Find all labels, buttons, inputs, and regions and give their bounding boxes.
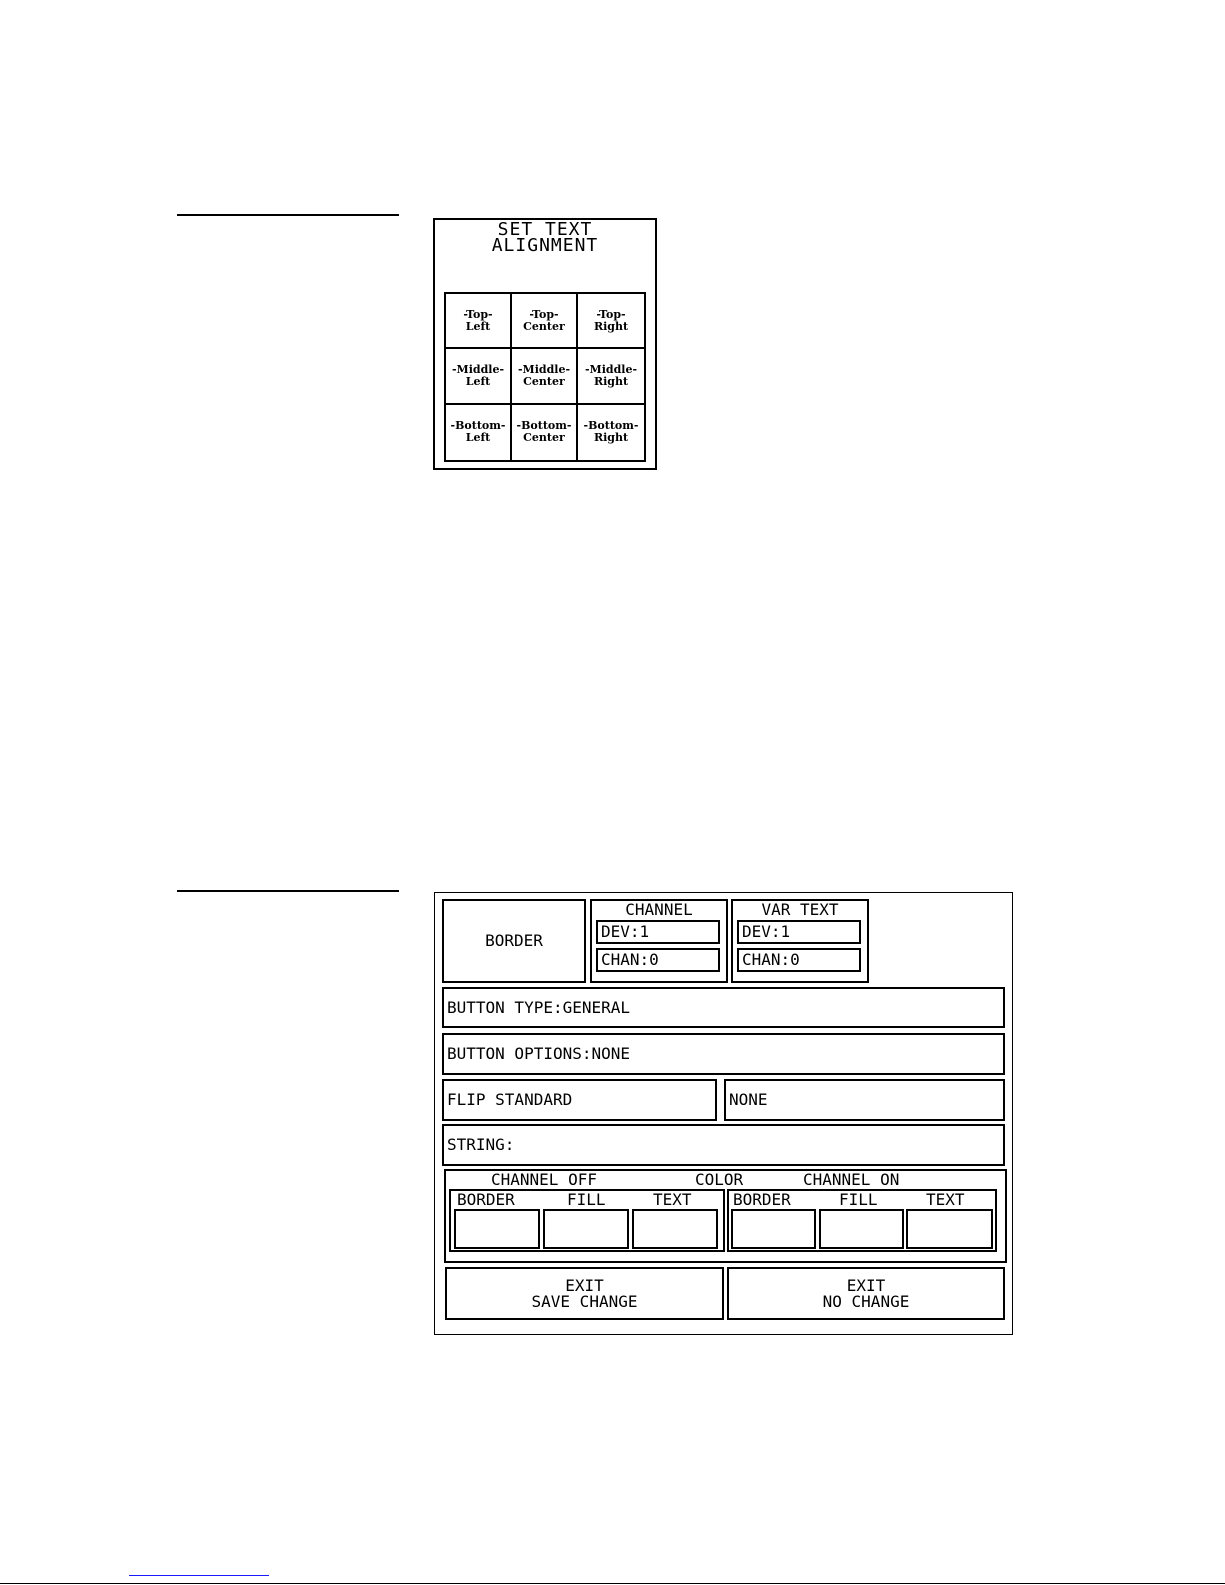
align-bottom-left-button[interactable]: -Bottom- Left <box>446 405 512 460</box>
color-label: COLOR <box>695 1170 744 1189</box>
off-border-swatch[interactable] <box>454 1209 540 1249</box>
channel-on-colors <box>727 1189 997 1252</box>
alignment-panel-title: SET TEXT ALIGNMENT <box>491 219 599 256</box>
align-middle-left-button[interactable]: -Middle- Left <box>446 349 512 404</box>
button-type-field[interactable]: BUTTON TYPE:GENERAL <box>442 987 1005 1028</box>
var-text-chan-field[interactable]: CHAN:0 <box>737 948 861 972</box>
alignment-grid <box>444 292 646 462</box>
set-text-alignment-panel <box>433 218 657 470</box>
channel-title: CHANNEL <box>625 900 693 919</box>
align-top-left-button[interactable]: -Top- Left <box>446 294 512 349</box>
var-text-title: VAR TEXT <box>761 900 839 919</box>
footer-link-rule <box>129 1575 269 1576</box>
section-rule-bottom <box>177 890 399 892</box>
off-fill-label: FILL <box>567 1190 606 1209</box>
on-fill-swatch[interactable] <box>819 1209 904 1249</box>
color-group <box>444 1169 1007 1263</box>
var-text-dev-field[interactable]: DEV:1 <box>737 920 861 944</box>
channel-chan-field[interactable]: CHAN:0 <box>596 948 720 972</box>
off-text-swatch[interactable] <box>632 1209 718 1249</box>
align-bottom-center-button[interactable]: -Bottom- Center <box>512 405 578 460</box>
off-text-label: TEXT <box>653 1190 692 1209</box>
section-rule-top <box>177 214 399 216</box>
channel-off-label: CHANNEL OFF <box>491 1170 597 1189</box>
align-middle-right-button[interactable]: -Middle- Right <box>578 349 644 404</box>
on-text-swatch[interactable] <box>906 1209 993 1249</box>
on-text-label: TEXT <box>926 1190 965 1209</box>
on-border-label: BORDER <box>733 1190 791 1209</box>
border-button[interactable]: BORDER <box>442 899 586 983</box>
flip-value-field[interactable]: NONE <box>724 1079 1005 1121</box>
align-middle-center-button[interactable]: -Middle- Center <box>512 349 578 404</box>
on-border-swatch[interactable] <box>731 1209 816 1249</box>
align-bottom-right-button[interactable]: -Bottom- Right <box>583 419 639 445</box>
align-top-right-button[interactable]: -Top- Right <box>578 294 644 349</box>
on-fill-label: FILL <box>839 1190 878 1209</box>
button-properties-panel <box>434 892 1013 1335</box>
channel-group <box>590 899 728 983</box>
button-options-field[interactable]: BUTTON OPTIONS:NONE <box>442 1033 1005 1075</box>
channel-dev-field[interactable]: DEV:1 <box>596 920 720 944</box>
string-field[interactable]: STRING: <box>442 1124 1005 1166</box>
channel-on-label: CHANNEL ON <box>803 1170 900 1189</box>
var-text-group <box>731 899 869 983</box>
off-border-label: BORDER <box>457 1190 515 1209</box>
align-top-center-button[interactable]: -Top- Center <box>512 294 578 349</box>
exit-no-change-button[interactable]: EXIT NO CHANGE <box>727 1267 1005 1320</box>
exit-save-change-button[interactable]: EXIT SAVE CHANGE <box>445 1267 724 1320</box>
off-fill-swatch[interactable] <box>543 1209 629 1249</box>
footer-rule <box>0 1583 1225 1584</box>
channel-off-colors <box>449 1189 725 1252</box>
flip-field[interactable]: FLIP STANDARD <box>442 1079 717 1121</box>
